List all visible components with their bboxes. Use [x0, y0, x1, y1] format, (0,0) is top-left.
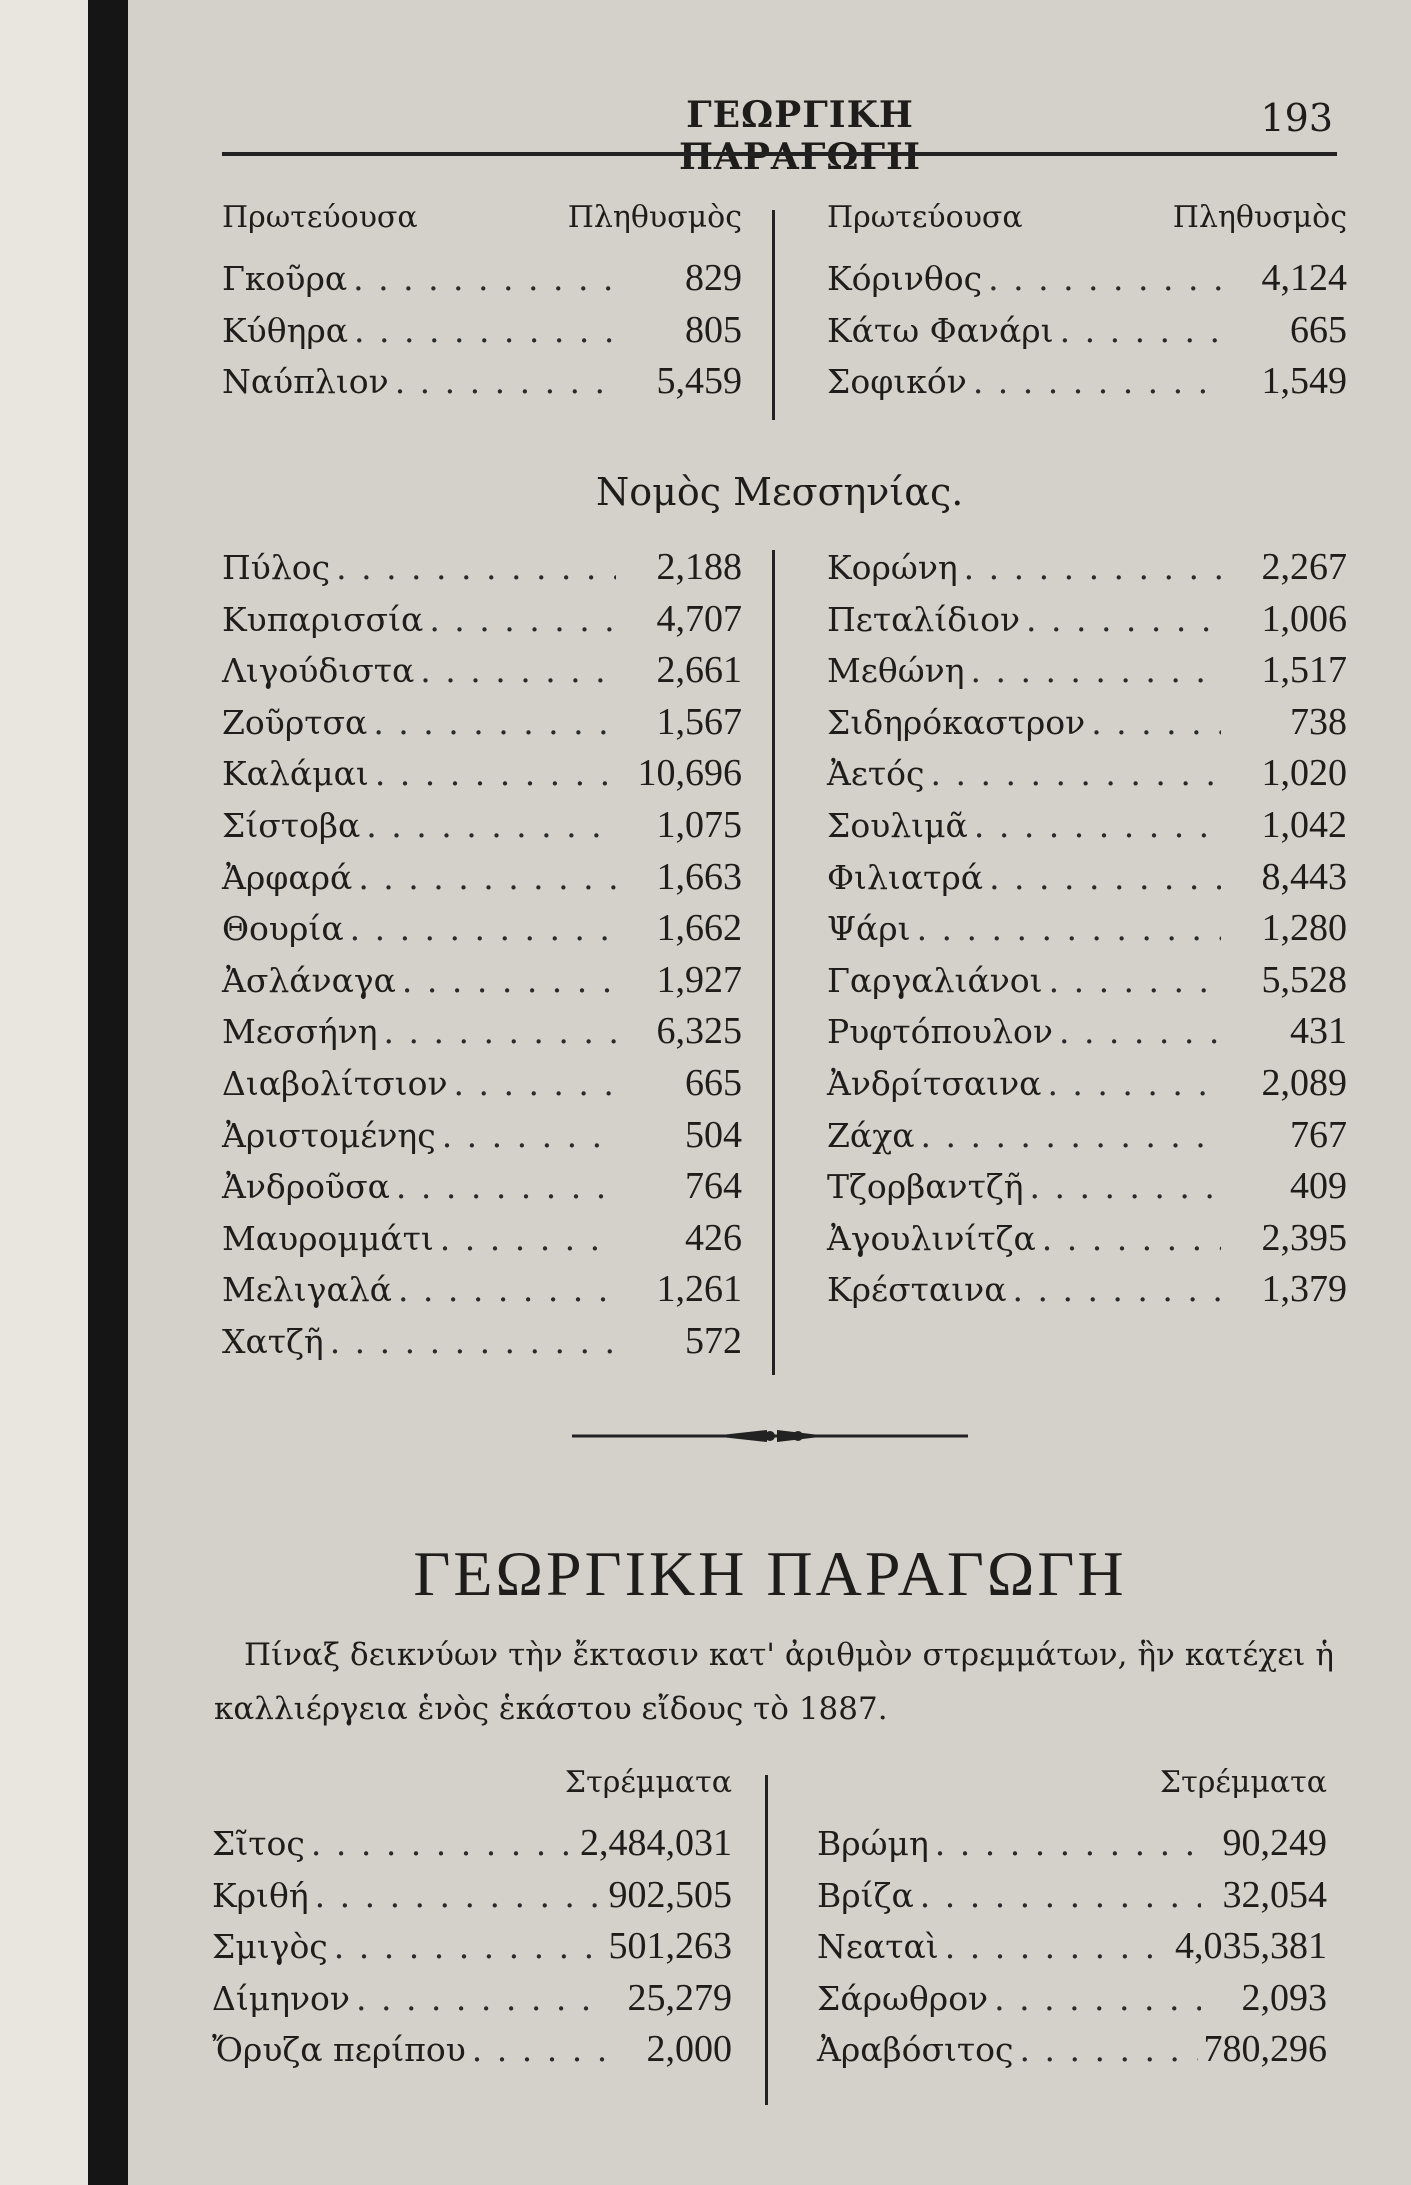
- table-row: [827, 906, 1347, 958]
- row-value: 2,089: [1261, 1061, 1347, 1104]
- row-name: Κόρινθος: [827, 259, 983, 298]
- production-table: [212, 1765, 1327, 2105]
- table-row: [222, 958, 742, 1010]
- row-value: 10,696: [637, 752, 742, 795]
- table-row: [222, 1061, 742, 1113]
- row-value: 2,395: [1261, 1216, 1347, 1259]
- row-value: 1,927: [656, 958, 742, 1001]
- row-name: Ναύπλιον: [222, 362, 389, 402]
- leader-dots: [398, 1270, 616, 1309]
- row-name: Σουλιμᾶ: [827, 805, 968, 845]
- row-value: 2,000: [646, 2028, 732, 2071]
- table-row: [222, 906, 742, 958]
- leader-dots: [442, 1116, 616, 1155]
- table-row: [827, 648, 1347, 700]
- row-name: Μαυρομμάτι: [222, 1218, 434, 1258]
- column-header: [212, 1765, 732, 1821]
- row-name: Κύθηρα: [222, 310, 349, 350]
- row-value: 504: [685, 1113, 742, 1156]
- row-value: 1,567: [656, 700, 742, 743]
- row-name: Δίμηνον: [212, 1978, 350, 2018]
- name-header: Πρωτεύουσα: [222, 200, 418, 235]
- row-name: Τζορβαντζῆ: [827, 1167, 1024, 1207]
- row-value: 6,325: [656, 1010, 742, 1053]
- row-value: 501,263: [608, 1925, 732, 1968]
- production-right-column: [817, 1765, 1327, 2079]
- row-name: Βρίζα: [817, 1875, 914, 1915]
- table-row: [222, 1216, 742, 1268]
- row-name: Ἀρφαρά: [222, 857, 353, 897]
- table-row: [827, 700, 1347, 752]
- table-row: [212, 1924, 732, 1976]
- leader-dots: [1091, 703, 1221, 742]
- row-name: Θουρία: [222, 909, 344, 949]
- row-value: 1,662: [656, 907, 742, 950]
- row-name: Κριθή: [212, 1875, 309, 1915]
- row-name: Ἀγουλινίτζα: [827, 1218, 1036, 1258]
- table-row: [827, 855, 1347, 907]
- table-row: [222, 648, 742, 700]
- row-value: 1,517: [1261, 649, 1347, 692]
- row-value: 2,484,031: [580, 1822, 732, 1864]
- leader-dots: [315, 1876, 603, 1915]
- row-name: Ἀσλάναγα: [222, 960, 396, 1000]
- row-value: 738: [1290, 700, 1347, 743]
- value-header: Πληθυσμὸς: [1172, 200, 1347, 235]
- table-row: [827, 958, 1347, 1010]
- table-row: [827, 597, 1347, 649]
- ornament-divider: [572, 1424, 968, 1448]
- row-value: 1,006: [1261, 597, 1347, 640]
- table-row: [827, 1267, 1347, 1319]
- row-list: [827, 256, 1347, 411]
- leader-dots: [931, 754, 1221, 793]
- leader-dots: [353, 259, 616, 298]
- name-header: Πρωτεύουσα: [827, 200, 1023, 235]
- table-row: [222, 359, 742, 411]
- row-name: Σμιγὸς: [212, 1927, 328, 1967]
- table-row: [222, 855, 742, 907]
- leader-dots: [945, 1927, 1169, 1966]
- table-row: [817, 1976, 1327, 2028]
- leader-dots: [1013, 1270, 1221, 1309]
- column-divider: [765, 1775, 768, 2105]
- leader-dots: [974, 806, 1221, 845]
- leader-dots: [395, 362, 616, 401]
- leader-dots: [354, 311, 616, 350]
- row-name: Κυπαρισσία: [222, 599, 424, 639]
- row-name: Μεσσήνη: [222, 1012, 378, 1052]
- row-name: Διαβολίτσιον: [222, 1063, 448, 1103]
- capitals-right-column: [827, 200, 1347, 411]
- leader-dots: [336, 548, 616, 587]
- book-spine-shadow: [88, 0, 128, 2185]
- row-name: Καλάμαι: [222, 754, 369, 794]
- table-row: [827, 803, 1347, 855]
- row-list: [222, 256, 742, 411]
- leader-dots: [989, 858, 1221, 897]
- table-row: [827, 1113, 1347, 1165]
- row-value: 4,124: [1261, 257, 1347, 299]
- leader-dots: [1047, 1064, 1221, 1103]
- table-row: [222, 597, 742, 649]
- row-value: 4,707: [656, 597, 742, 640]
- row-name: Κορώνη: [827, 548, 958, 587]
- table-row: [817, 1821, 1327, 1873]
- row-value: 426: [685, 1216, 742, 1259]
- table-row: [212, 2027, 732, 2079]
- leader-dots: [1049, 961, 1221, 1000]
- leader-dots: [935, 1824, 1201, 1863]
- column-header: [827, 200, 1347, 256]
- column-divider: [772, 210, 775, 420]
- table-row: [817, 1873, 1327, 1925]
- row-list: [817, 1821, 1327, 2079]
- value-header: Στρέμματα: [1159, 1765, 1327, 1800]
- table-row: [212, 1976, 732, 2028]
- row-value: 665: [1290, 308, 1347, 351]
- header-rule: [222, 152, 1337, 156]
- table-row: [827, 256, 1347, 308]
- running-title: ΓΕΩΡΓΙΚΗ ΠΑΡΑΓΩΓΗ: [678, 94, 922, 178]
- row-name: Ζάχα: [827, 1115, 915, 1155]
- row-name: Πεταλίδιον: [827, 599, 1021, 639]
- leader-dots: [964, 548, 1221, 587]
- row-value: 2,188: [656, 546, 742, 588]
- row-name: Πύλος: [222, 548, 331, 587]
- leader-dots: [1060, 311, 1221, 350]
- table-row: [222, 751, 742, 803]
- table-row: [222, 700, 742, 752]
- leader-dots: [917, 909, 1221, 948]
- table-row: [222, 1267, 742, 1319]
- row-value: 25,279: [627, 1976, 732, 2019]
- messinia-table: [222, 545, 1347, 1375]
- leader-dots: [971, 651, 1222, 690]
- left-margin: [0, 0, 88, 2185]
- row-value: 5,528: [1261, 958, 1347, 1001]
- leader-dots: [384, 1012, 616, 1051]
- row-value: 805: [685, 308, 742, 351]
- row-name: Κάτω Φανάρι: [827, 310, 1054, 350]
- row-name: Χατζῆ: [222, 1321, 324, 1361]
- row-value: 90,249: [1222, 1822, 1327, 1864]
- leader-dots: [988, 259, 1221, 298]
- row-value: 2,267: [1261, 546, 1347, 588]
- row-value: 4,035,381: [1175, 1925, 1327, 1968]
- leader-dots: [921, 1116, 1222, 1155]
- row-value: 1,075: [656, 803, 742, 846]
- table-row: [222, 1009, 742, 1061]
- leader-dots: [472, 2030, 606, 2069]
- column-divider: [772, 550, 775, 1375]
- row-name: Ζοῦρτσα: [222, 702, 368, 742]
- table-row: [222, 256, 742, 308]
- row-value: 8,443: [1261, 855, 1347, 898]
- column-header: [222, 200, 742, 256]
- leader-dots: [1020, 2030, 1198, 2069]
- leader-dots: [1042, 1219, 1221, 1258]
- table-row: [827, 1164, 1347, 1216]
- table-row: [827, 359, 1347, 411]
- leader-dots: [1030, 1167, 1221, 1206]
- table-row: [212, 1821, 732, 1873]
- messinia-right-column: [827, 545, 1347, 1319]
- row-value: 780,296: [1203, 2028, 1327, 2071]
- row-name: Ἀετός: [827, 754, 925, 794]
- row-value: 902,505: [608, 1873, 732, 1916]
- row-value: 1,042: [1261, 803, 1347, 846]
- row-value: 1,261: [656, 1268, 742, 1311]
- leader-dots: [1059, 1012, 1221, 1051]
- capitals-left-column: [222, 200, 742, 411]
- leader-dots: [330, 1322, 616, 1361]
- table-row: [222, 1113, 742, 1165]
- row-name: Φιλιατρά: [827, 857, 984, 897]
- row-name: Ρυφτόπουλον: [827, 1012, 1053, 1052]
- row-value: 1,280: [1261, 907, 1347, 950]
- leader-dots: [396, 1167, 616, 1206]
- table-row: [827, 1009, 1347, 1061]
- column-header: [817, 1765, 1327, 1821]
- row-name: Σιδηρόκαστρον: [827, 702, 1086, 742]
- row-value: 5,459: [656, 360, 742, 403]
- row-name: Κρέσταινα: [827, 1270, 1007, 1310]
- row-name: Σίστοβα: [222, 805, 361, 845]
- leader-dots: [375, 754, 616, 793]
- messinia-left-column: [222, 545, 742, 1371]
- page-number: 193: [1260, 96, 1333, 140]
- table-row: [827, 1061, 1347, 1113]
- row-name: Μεθώνη: [827, 651, 965, 691]
- row-list: [827, 545, 1347, 1319]
- leader-dots: [402, 961, 616, 1000]
- table-row: [222, 545, 742, 597]
- row-name: Σάρωθρον: [817, 1978, 989, 2018]
- row-name: Βρώμη: [817, 1824, 929, 1863]
- row-value: 829: [685, 257, 742, 299]
- row-name: Σοφικόν: [827, 362, 967, 402]
- row-value: 2,661: [656, 649, 742, 692]
- row-value: 1,663: [656, 855, 742, 898]
- leader-dots: [420, 651, 616, 690]
- row-name: Γκοῦρα: [222, 259, 348, 298]
- section-caption: Πίναξ δεικνύων τὴν ἔκτασιν κατ' ἀριθμὸν στρεμμάτων, ἣν κατέχει ἡ καλλιέργεια ἑνὸς ἑκάστου εἴδους τὸ 1887.: [214, 1637, 1334, 1727]
- row-value: 767: [1290, 1113, 1347, 1156]
- row-value: 1,379: [1261, 1268, 1347, 1311]
- leader-dots: [454, 1064, 616, 1103]
- table-row: [222, 308, 742, 360]
- table-row: [827, 1216, 1347, 1268]
- leader-dots: [994, 1979, 1201, 2018]
- row-list: [222, 545, 742, 1371]
- table-row: [222, 1164, 742, 1216]
- row-value: 1,549: [1261, 360, 1347, 403]
- value-header: Πληθυσμὸς: [567, 200, 742, 235]
- leader-dots: [429, 600, 616, 639]
- row-value: 665: [685, 1061, 742, 1104]
- leader-dots: [366, 806, 616, 845]
- row-name: Γαργαλιάνοι: [827, 960, 1043, 1000]
- leader-dots: [440, 1219, 616, 1258]
- table-row: [817, 2027, 1327, 2079]
- section-title: ΓΕΩΡΓΙΚΗ ΠΑΡΑΓΩΓΗ: [413, 1538, 1127, 1609]
- leader-dots: [334, 1927, 603, 1966]
- row-value: 2,093: [1241, 1976, 1327, 2019]
- leader-dots: [373, 703, 616, 742]
- row-value: 409: [1290, 1165, 1347, 1208]
- row-name: Ψάρι: [827, 909, 911, 949]
- table-row: [827, 308, 1347, 360]
- row-value: 1,020: [1261, 752, 1347, 795]
- row-name: Ἀριστομένης: [222, 1115, 436, 1155]
- value-header: Στρέμματα: [564, 1765, 732, 1800]
- row-name: Νεαταὶ: [817, 1927, 939, 1967]
- leader-dots: [356, 1979, 606, 2018]
- leader-dots: [358, 858, 616, 897]
- row-name: Ἀραβόσιτος: [817, 2030, 1014, 2070]
- section-subtitle-messinia: Νομὸς Μεσσηνίας.: [596, 470, 964, 514]
- row-name: Ἀνδροῦσα: [222, 1167, 390, 1207]
- row-name: Μελιγαλά: [222, 1270, 392, 1310]
- leader-dots: [1026, 600, 1221, 639]
- row-value: 572: [685, 1319, 742, 1362]
- row-name: Λιγούδιστα: [222, 651, 415, 691]
- row-name: Ἀνδρίτσαινα: [827, 1063, 1042, 1103]
- leader-dots: [973, 362, 1221, 401]
- capitals-table-top: [222, 200, 1347, 430]
- row-value: 431: [1290, 1010, 1347, 1053]
- row-value: 764: [685, 1165, 742, 1208]
- row-name: Σῖτος: [212, 1824, 305, 1863]
- leader-dots: [311, 1824, 574, 1863]
- table-row: [222, 803, 742, 855]
- leader-dots: [350, 909, 616, 948]
- row-name: Ὄρυζα περίπου: [212, 2030, 466, 2070]
- row-value: 32,054: [1222, 1873, 1327, 1916]
- table-row: [817, 1924, 1327, 1976]
- row-list: [212, 1821, 732, 2079]
- table-row: [222, 1319, 742, 1371]
- table-row: [827, 545, 1347, 597]
- table-row: [212, 1873, 732, 1925]
- leader-dots: [920, 1876, 1201, 1915]
- table-row: [827, 751, 1347, 803]
- production-left-column: [212, 1765, 732, 2079]
